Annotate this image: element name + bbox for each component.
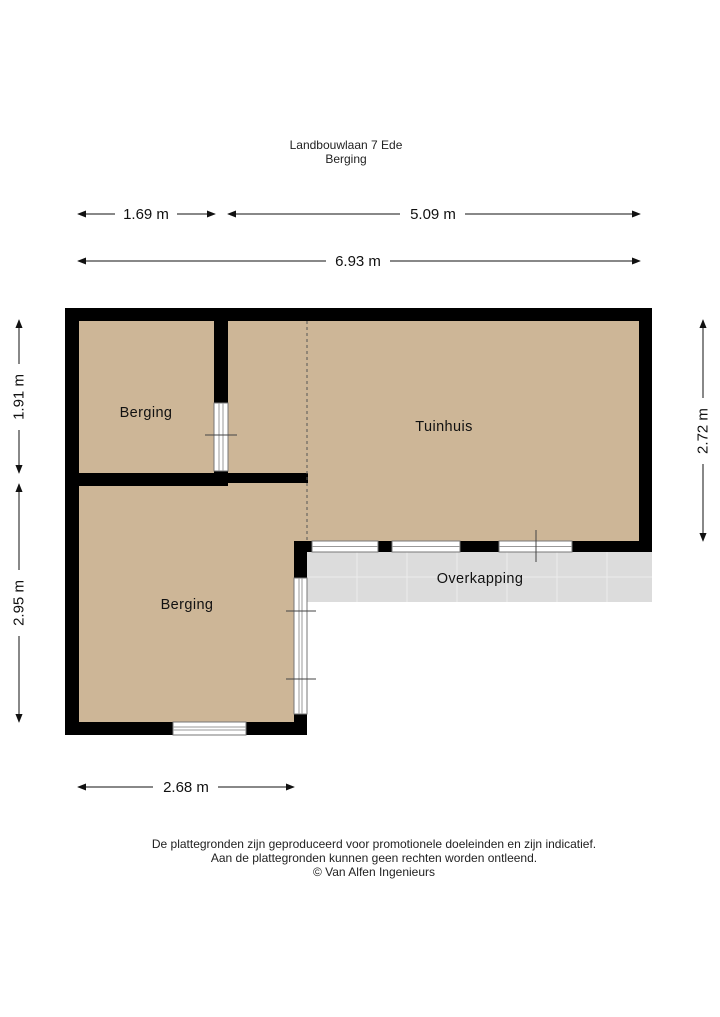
dimension-left-upper xyxy=(11,320,28,473)
room-label-overkapping: Overkapping xyxy=(436,571,524,587)
dimension-label: 1.91 m xyxy=(10,374,28,420)
dimension-total-width xyxy=(78,253,640,270)
dimension-left-lower xyxy=(11,484,28,722)
dimension-label: 2.95 m xyxy=(10,580,28,626)
dimension-label: 2.68 m xyxy=(163,779,209,796)
room-label-berging-large: Berging xyxy=(160,597,214,613)
footer-copyright: © Van Alfen Ingenieurs xyxy=(312,865,436,879)
footer-disclaimer-1: De plattegronden zijn geproduceerd voor promotionele doeleinden en zijn indicatief. xyxy=(151,837,597,851)
dimension-right xyxy=(695,320,712,541)
dimension-top-left xyxy=(78,206,215,223)
dimension-label: 2.72 m xyxy=(694,408,712,454)
dimension-top-right xyxy=(228,206,640,223)
plan-address: Landbouwlaan 7 Ede xyxy=(289,138,403,152)
floor-tuinhuis-corridor xyxy=(228,473,308,483)
dimension-label: 1.69 m xyxy=(123,206,169,223)
plan-floor-name: Berging xyxy=(325,152,367,166)
footer-disclaimer-2: Aan de plattegronden kunnen geen rechten worden ontleend. xyxy=(210,851,538,865)
dimension-label: 6.93 m xyxy=(335,253,381,270)
dimension-bottom xyxy=(78,779,294,796)
floor-berging-small xyxy=(79,321,214,473)
dimension-label: 5.09 m xyxy=(410,206,456,223)
room-floors xyxy=(79,321,639,722)
berging-bottom-window xyxy=(173,722,246,735)
room-label-berging-small: Berging xyxy=(119,405,173,421)
room-label-tuinhuis: Tuinhuis xyxy=(415,419,473,435)
